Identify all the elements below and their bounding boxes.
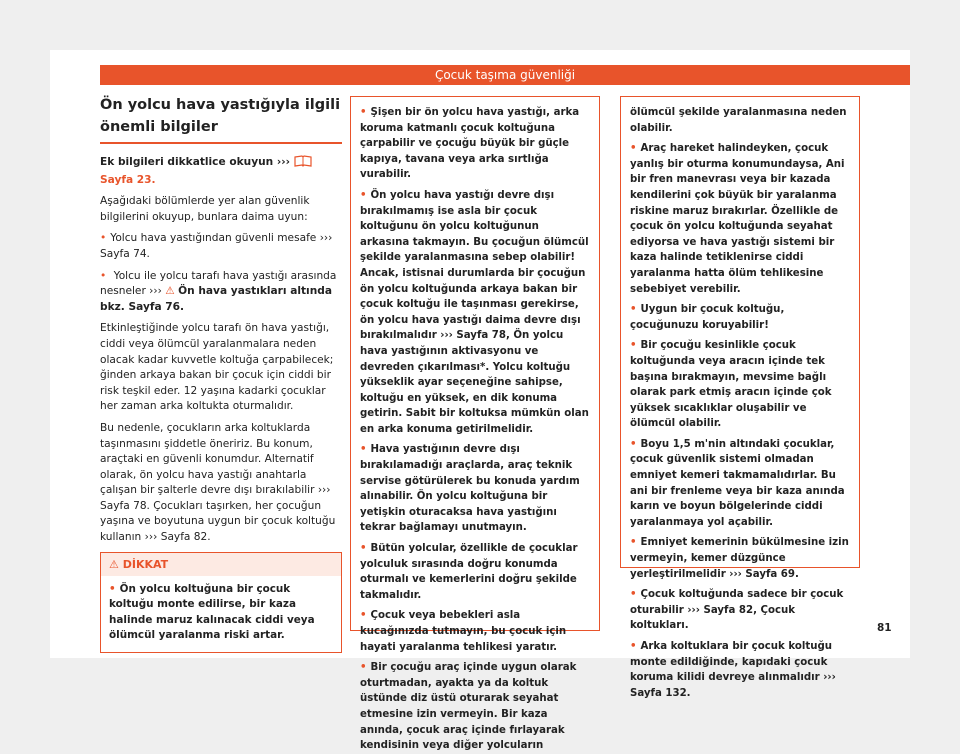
chapter-header: Çocuk taşıma güvenliği [100,65,910,85]
section-title: Ön yolcu hava yastığıyla ilgili önemli bilgiler [100,94,342,144]
book-icon [294,155,312,173]
left-column [100,94,342,653]
document-page [50,50,910,752]
list-item: • Arka koltuklara bir çocuk koltuğu monte edildiğinde, kapıdaki çocuk koruma kilidi devreye alınmalıdır ››› Sayfa 132. [630,639,850,701]
warning-triangle-icon: ⚠ [165,285,175,298]
list-item: • Bir çocuğu kesinlikle çocuk koltuğunda veya aracın içinde tek başına bırakmayın, mevsime bağlı olarak park etmiş aracın içinde çok yüksek sıcaklıklar oluşabilir ve ölümcül olabilir. [630,338,850,432]
list-item: • Araç hareket halindeyken, çocuk yanlış bir oturma konumundaysa, Ani bir fren manevrası veya bir kazada kendilerini çok büyük bir yaralanma riskine maruz bırakırlar. Özellikle de çocuk ön yolcu koltuğunda seyahat ediyorsa ve hava yastığı sistemi bir kaza halinde tetiklenirse ciddi yaralanma hatta ölüm tehlikesine sebebiyet verebilir. [630,141,850,297]
list-item: • Şişen bir ön yolcu hava yastığı, arka koruma katmanlı çocuk koltuğuna çarpabilir ve çocuğu büyük bir güçle kapıya, tavana veya arka sırtlığa vurabilir. [360,105,590,183]
list-item: • Boyu 1,5 m'nin altındaki çocuklar, çocuk güvenlik sistemi olmadan emniyet kemeri takmamalıdırlar. Bu ani bir frenleme veya bir kaza anında karın ve boyun bölgelerinde ciddi yaralanmaya yol açabilir. [630,437,850,531]
list-item: • Ön yolcu hava yastığı devre dışı bırakılmamış ise asla bir çocuk koltuğunu ön yolcu koltuğunun arkasına takmayın. Bu çocuğun ölümcül şekilde yaralanmasına sebep olabilir! Ancak, istisnai durumlarda bir çocuğun ön yolcu koltuğunda arkaya bakan bir çocuk koltuğu ile taşınması gerekirse, ön yolcu hava yastığı daima devre dışı bırakılmalıdır ››› Sayfa 78, Ön yolcu hava yastığının aktivasyonu ve devreden çıkarılması*. Yolcu koltuğu yükseklik ayar seçeneğine sahipse, koltuğu en yüksek, en dik konuma getirin. Sabit bir koltuksa mümkün olan en arka konuma getirilmelidir. [360,188,590,438]
lead-reference[interactable]: Sayfa 23. [100,173,156,186]
body-paragraph-2: Bu nedenle, çocukların arka koltuklarda taşınmasını şiddetle öneririz. Bu konum, araçtaki en güvenli konumdur. Alternatif olarak, ön yolcu hava yastığı anahtarla çalışan bir şalterle devre dışı bırakılabilir ››› Sayfa 78. Çocukları taşırken, her çocuğun yaşına ve boyutuna uygun bir çocuk koltuğu kullanın ››› Sayfa 82. [100,421,336,544]
right-column [620,96,860,699]
bullet-objects: • Yolcu ile yolcu tarafı hava yastığı arasında nesneler ››› ⚠ Ön hava yastıkları altında bkz. Sayfa 76. [100,269,342,316]
list-item: • Hava yastığının devre dışı bırakılamadığı araçlarda, araç teknik servise götürülerek bu konuda yardım alınabilir. Ön yolcu koltuğuna bir yetişkin oturacaksa hava yastığını tekrar bağlamayı unutmayın. [360,442,590,536]
list-item: • Bütün yolcular, özellikle de çocuklar yolculuk sırasında doğru konumda oturmalı ve kemerlerini doğru şekilde takmalıdır. [360,541,590,603]
body-paragraph-1: Etkinleştiğinde yolcu tarafı ön hava yastığı, ciddi veya ölümcül yaralanmalara neden olacak kadar kuvvetle koltuğa çarpabilecek; ğinden arkaya bakan bir çocuk için ciddi bir risk teşkil eder. 12 yaşına kadarki çocuklar her zaman arka koltukta oturmalıdır. [100,322,334,413]
continued-text: ölümcül şekilde yaralanmasına neden olabilir. [630,107,847,134]
middle-column [350,96,600,752]
list-item: • Bir çocuğu araç içinde uygun olarak oturtmadan, ayakta ya da koltuk üstünde diz üstü oturarak seyahat etmesine izin vermeyin. Bir kaza anında, çocuk araç içinde fırlayarak kendisinin veya diğer yolcuların [360,660,590,754]
page-number: 81 [877,622,892,634]
intro-paragraph: Aşağıdaki bölümlerde yer alan güvenlik bilgilerini okuyup, bunlara daima uyun: [100,195,310,223]
warning-text: • Ön yolcu koltuğuna bir çocuk koltuğu monte edilirse, bir kaza halinde maruz kalınacak ciddi veya ölümcül yaralanma riski artar. [101,576,341,652]
bullet-distance: • Yolcu hava yastığından güvenli mesafe ››› Sayfa 74. [100,231,342,262]
lead-paragraph: Ek bilgileri dikkatlice okuyun ››› Sayfa 23. [100,155,342,188]
warning-box [100,552,342,653]
list-item: • Çocuk veya bebekleri asla kucağınızda tutmayın, bu çocuk için hayati yaralanma tehlikesi yaratır. [360,608,590,655]
list-item: • Çocuk koltuğunda sadece bir çocuk oturabilir ››› Sayfa 82, Çocuk koltukları. [630,587,850,634]
warning-header: ⚠ DİKKAT [101,553,341,576]
list-item: • Emniyet kemerinin bükülmesine izin vermeyin, kemer düzgünce yerleştirilmelidir ››› Sayfa 69. [630,535,850,582]
warning-triangle-icon: ⚠ [109,557,119,571]
list-item: • Uygun bir çocuk koltuğu, çocuğunuzu koruyabilir! [630,302,850,333]
